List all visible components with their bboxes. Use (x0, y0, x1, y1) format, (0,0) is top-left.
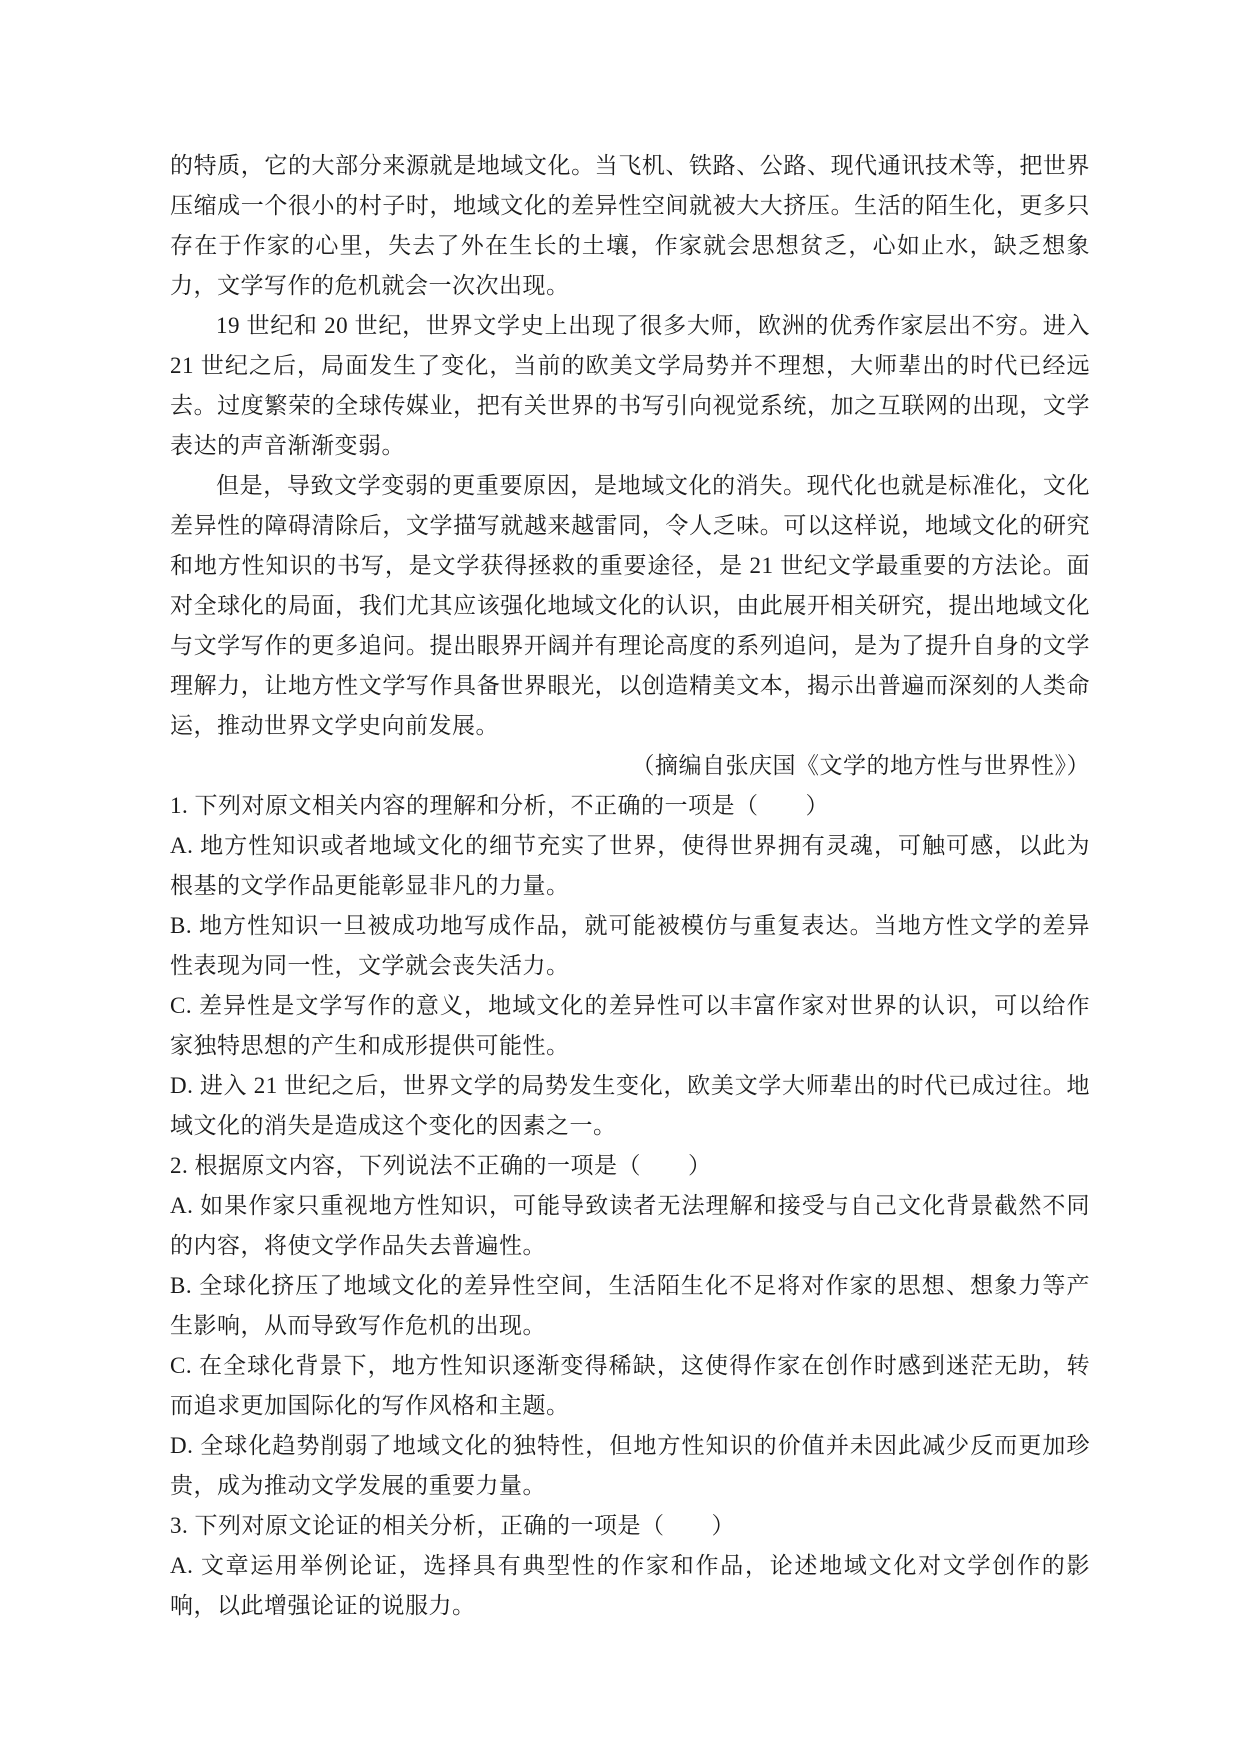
question-2-option-c: C. 在全球化背景下，地方性知识逐渐变得稀缺，这使得作家在创作时感到迷茫无助，转而追求更加国际化的写作风格和主题。 (170, 1353, 1090, 1418)
question-3-stem: 3. 下列对原文论证的相关分析，正确的一项是（ ） (170, 1513, 735, 1538)
source-attribution: （摘编自张庆国《文学的地方性与世界性》） (631, 753, 1090, 778)
question-1-option-a: A. 地方性知识或者地域文化的细节充实了世界，使得世界拥有灵魂，可触可感，以此为根基的文学作品更能彰显非凡的力量。 (170, 833, 1090, 898)
question-3-option-a: A. 文章运用举例论证，选择具有典型性的作家和作品，论述地域文化对文学创作的影响，以此增强论证的说服力。 (170, 1553, 1090, 1618)
body-paragraph-1: 的特质，它的大部分来源就是地域文化。当飞机、铁路、公路、现代通讯技术等，把世界压缩成一个很小的村子时，地域文化的差异性空间就被大大挤压。生活的陌生化，更多只存在于作家的心里，失去了外在生长的土壤，作家就会思想贫乏，心如止水，缺乏想象力，文学写作的危机就会一次次出现。 (170, 153, 1090, 298)
question-1-stem: 1. 下列对原文相关内容的理解和分析，不正确的一项是（ ） (170, 793, 829, 818)
question-2-stem: 2. 根据原文内容，下列说法不正确的一项是（ ） (170, 1153, 712, 1178)
body-paragraph-2: 19 世纪和 20 世纪，世界文学史上出现了很多大师，欧洲的优秀作家层出不穷。进入 21 世纪之后，局面发生了变化，当前的欧美文学局势并不理想，大师辈出的时代已经远去。过度繁荣的全球传媒业，把有关世界的书写引向视觉系统，加之互联网的出现，文学表达的声音渐渐变弱。 (170, 313, 1090, 458)
question-1-option-b: B. 地方性知识一旦被成功地写成作品，就可能被模仿与重复表达。当地方性文学的差异性表现为同一性，文学就会丧失活力。 (170, 913, 1090, 978)
question-2-option-b: B. 全球化挤压了地域文化的差异性空间，生活陌生化不足将对作家的思想、想象力等产生影响，从而导致写作危机的出现。 (170, 1273, 1090, 1338)
question-2-option-a: A. 如果作家只重视地方性知识，可能导致读者无法理解和接受与自己文化背景截然不同的内容，将使文学作品失去普遍性。 (170, 1193, 1090, 1258)
body-paragraph-3: 但是，导致文学变弱的更重要原因，是地域文化的消失。现代化也就是标准化，文化差异性的障碍清除后，文学描写就越来越雷同，令人乏味。可以这样说，地域文化的研究和地方性知识的书写，是文学获得拯救的重要途径，是 21 世纪文学最重要的方法论。面对全球化的局面，我们尤其应该强化地域文化的认识，由此展开相关研究，提出地域文化与文学写作的更多追问。提出眼界开阔并有理论高度的系列追问，是为了提升自身的文学理解力，让地方性文学写作具备世界眼光，以创造精美文本，揭示出普遍而深刻的人类命运，推动世界文学史向前发展。 (170, 473, 1090, 738)
question-1-option-d: D. 进入 21 世纪之后，世界文学的局势发生变化，欧美文学大师辈出的时代已成过往。地域文化的消失是造成这个变化的因素之一。 (170, 1073, 1090, 1138)
question-2-option-d: D. 全球化趋势削弱了地域文化的独特性，但地方性知识的价值并未因此减少反而更加珍贵，成为推动文学发展的重要力量。 (170, 1433, 1090, 1498)
question-1-option-c: C. 差异性是文学写作的意义，地域文化的差异性可以丰富作家对世界的认识，可以给作家独特思想的产生和成形提供可能性。 (170, 993, 1090, 1058)
